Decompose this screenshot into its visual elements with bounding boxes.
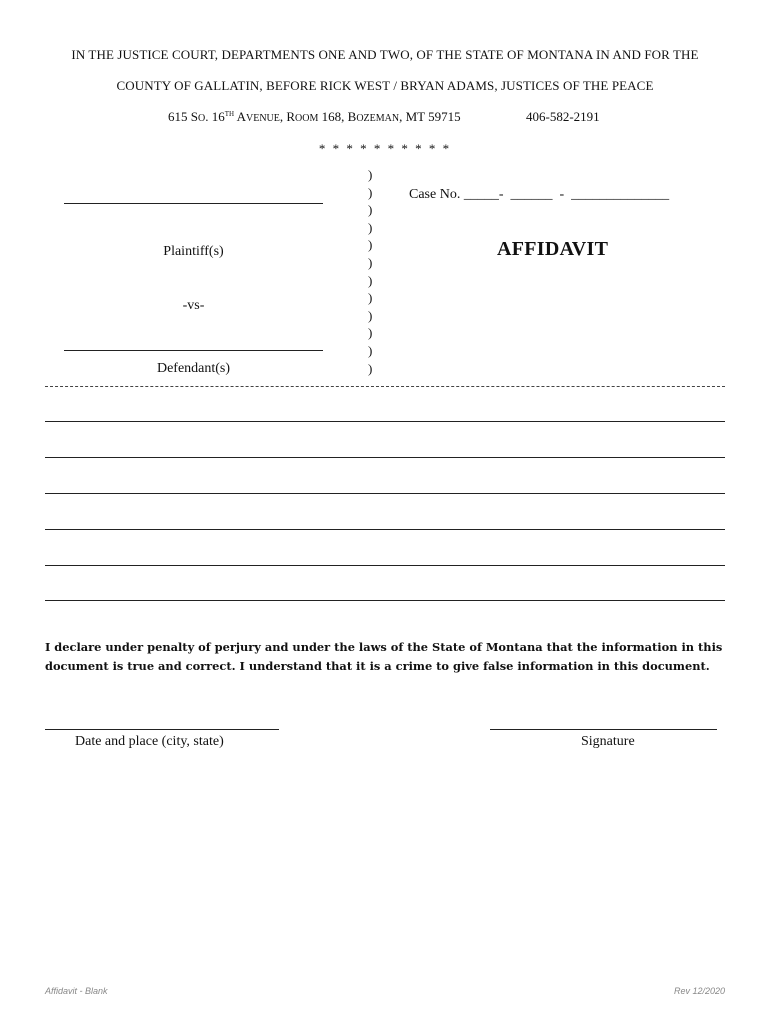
declaration-line-1: I declare under penalty of perjury and under the laws of the State of Montana that the information in this [45,640,723,654]
plaintiff-label: Plaintiff(s) [163,244,224,259]
statement-line[interactable] [45,421,725,422]
court-heading-line2: COUNTY OF GALLATIN, BEFORE RICK WEST / BRYAN ADAMS, JUSTICES OF THE PEACE [116,78,654,93]
defendant-label: Defendant(s) [156,361,231,376]
court-address: 615 SO. 16TH AVENUE, ROOM 168, BOZEMAN, MT 59715 [168,109,461,124]
footer-revision: Rev 12/2020 [673,986,725,996]
statement-line[interactable] [45,565,725,566]
court-heading-line1: IN THE JUSTICE COURT, DEPARTMENTS ONE AND TWO, OF THE STATE OF MONTANA IN AND FOR THE [71,47,699,62]
separator-stars: * * * * * * * * * * [318,141,452,156]
date-place-line[interactable] [45,729,279,730]
signature-label: Signature [581,734,635,749]
court-phone: 406-582-2191 [526,109,600,124]
statement-line[interactable] [45,600,725,601]
versus-label: -vs- [182,298,205,313]
statement-line[interactable] [45,457,725,458]
statement-line[interactable] [45,493,725,494]
document-title: AFFIDAVIT [497,238,609,260]
perjury-declaration [45,638,735,676]
defendant-name-line[interactable] [64,350,323,351]
plaintiff-name-line[interactable] [64,203,323,204]
footer-form-name: Affidavit - Blank [45,986,108,996]
declaration-line-2: document is true and correct. I understand that it is a crime to give false information in this document. [45,659,710,673]
date-place-label: Date and place (city, state) [75,734,224,749]
caption-parentheses: ) ) ) ) ) ) ) ) ) ) ) ) [368,167,373,376]
caption-divider [45,386,725,387]
case-number-field[interactable]: Case No. _____- ______ - ______________ [409,187,670,202]
signature-line[interactable] [490,729,717,730]
statement-line[interactable] [45,529,725,530]
